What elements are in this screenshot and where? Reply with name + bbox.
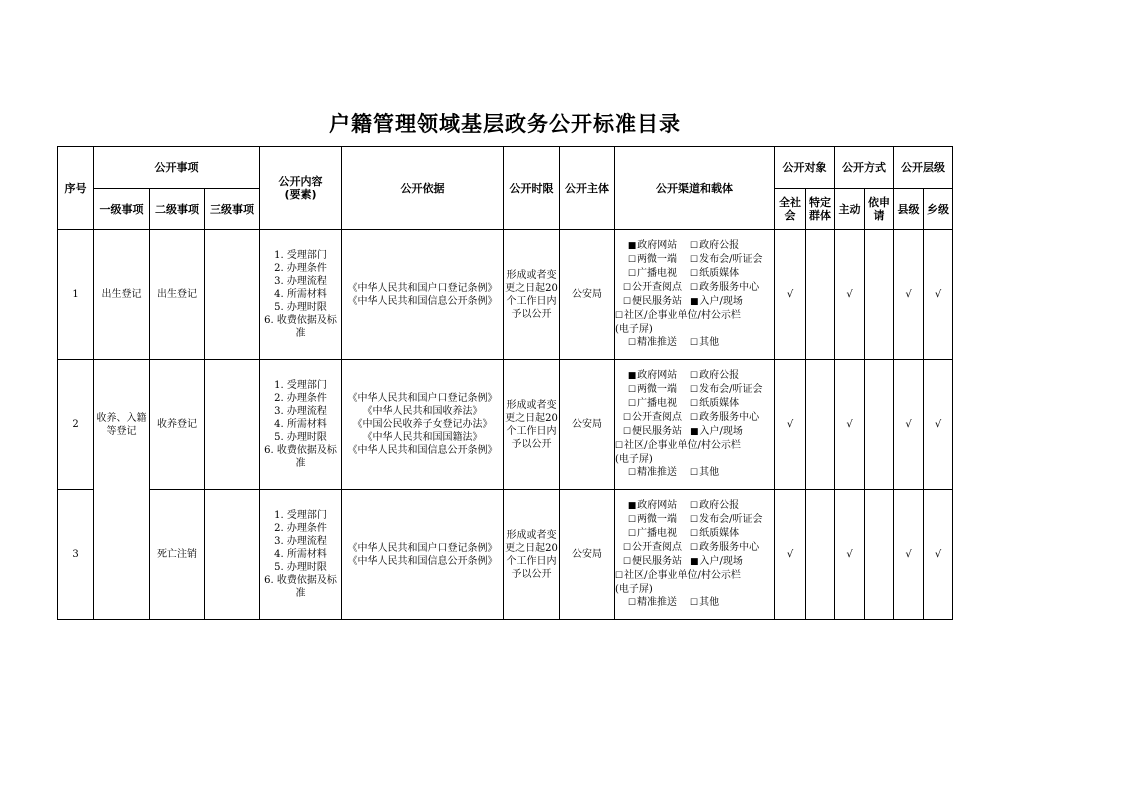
channel-radio-tv: 广播电视	[637, 528, 678, 539]
unchecked-box-icon: ☐	[690, 269, 699, 279]
row-channels	[615, 360, 775, 490]
unchecked-box-icon: ☐	[615, 311, 624, 321]
row-level3	[205, 360, 260, 490]
requirement-item: 5. 办理时限	[274, 562, 327, 573]
channel-gov-gazette: 政府公报	[699, 240, 740, 251]
header-level3: 三级事项	[205, 189, 260, 230]
row-level-county: √	[894, 490, 924, 620]
channel-service-station: 便民服务站	[632, 426, 683, 437]
header-method-request: 依申请	[865, 189, 894, 230]
row-target-specific	[806, 490, 835, 620]
channel-service-station: 便民服务站	[632, 556, 683, 567]
requirement-item: 1. 受理部门	[274, 510, 327, 521]
requirement-item: 2. 办理条件	[274, 393, 327, 404]
channel-press: 发布会/听证会	[699, 254, 763, 265]
requirement-item: 6. 收费依据及标准	[264, 445, 337, 469]
channel-other: 其他	[699, 597, 720, 608]
row-level-town: √	[924, 360, 953, 490]
row-level1: 出生登记	[94, 230, 150, 360]
header-time: 公开时限	[504, 147, 560, 230]
channel-gov-site: 政府网站	[637, 500, 678, 511]
header-target-all: 全社会	[775, 189, 806, 230]
requirement-item: 6. 收费依据及标准	[264, 575, 337, 599]
channel-radio-tv: 广播电视	[637, 268, 678, 279]
channel-paper: 纸质媒体	[699, 268, 740, 279]
row-subject: 公安局	[560, 230, 615, 360]
row-requirements	[260, 230, 342, 360]
row-level1: 收养、入籍等登记	[94, 360, 150, 490]
row-time: 形成或者变更之日起20个工作日内予以公开	[504, 490, 560, 620]
row-method-request	[865, 360, 894, 490]
requirement-item: 1. 受理部门	[274, 380, 327, 391]
requirement-item: 6. 收费依据及标准	[264, 315, 337, 339]
basis-item: 《中国公民收养子女登记办法》	[352, 419, 493, 430]
row-method-request	[865, 230, 894, 360]
unchecked-box-icon: ☐	[690, 413, 699, 423]
table-row	[58, 230, 953, 360]
checked-box-icon: ■	[690, 427, 699, 437]
channel-service-center: 政务服务中心	[699, 412, 760, 423]
row-level-county: √	[894, 230, 924, 360]
row-seq: 1	[58, 230, 94, 360]
requirement-item: 2. 办理条件	[274, 523, 327, 534]
unchecked-box-icon: ☐	[622, 557, 632, 567]
row-requirements	[260, 490, 342, 620]
unchecked-box-icon: ☐	[627, 255, 637, 265]
channel-gov-site: 政府网站	[637, 240, 678, 251]
channel-service-center: 政务服务中心	[699, 282, 760, 293]
unchecked-box-icon: ☐	[627, 385, 637, 395]
channel-precise-push: 精准推送	[637, 597, 678, 608]
channel-door-to-door: 入户/现场	[699, 556, 743, 567]
unchecked-box-icon: ☐	[690, 468, 699, 478]
unchecked-box-icon: ☐	[627, 515, 637, 525]
basis-item: 《中华人民共和国收养法》	[362, 406, 483, 417]
unchecked-box-icon: ☐	[690, 399, 699, 409]
row-requirements	[260, 360, 342, 490]
channel-service-station: 便民服务站	[632, 296, 683, 307]
basis-item: 《中华人民共和国信息公开条例》	[347, 295, 498, 307]
unchecked-box-icon: ☐	[615, 441, 624, 451]
row-target-specific	[806, 360, 835, 490]
requirement-item: 3. 办理流程	[274, 536, 327, 547]
unchecked-box-icon: ☐	[627, 468, 637, 478]
unchecked-box-icon: ☐	[690, 255, 699, 265]
row-level2: 出生登记	[150, 230, 205, 360]
channel-reading-point: 公开查阅点	[632, 412, 683, 423]
row-channels	[615, 230, 775, 360]
channel-reading-point: 公开查阅点	[632, 282, 683, 293]
channel-precise-push: 精准推送	[637, 467, 678, 478]
channel-press: 发布会/听证会	[699, 514, 763, 525]
unchecked-box-icon: ☐	[615, 571, 624, 581]
channel-community-sub: (电子屏)	[615, 584, 653, 595]
row-seq: 2	[58, 360, 94, 490]
checked-box-icon: ■	[690, 557, 699, 567]
channel-press: 发布会/听证会	[699, 384, 763, 395]
header-level: 公开层级	[894, 147, 953, 189]
unchecked-box-icon: ☐	[690, 241, 699, 251]
header-channel: 公开渠道和载体	[615, 147, 775, 230]
unchecked-box-icon: ☐	[627, 529, 637, 539]
channel-community: 社区/企事业单位/村公示栏	[624, 440, 741, 451]
header-level-county: 县级	[894, 189, 924, 230]
basis-item: 《中华人民共和国国籍法》	[362, 432, 483, 443]
channel-precise-push: 精准推送	[637, 337, 678, 348]
basis-item: 《中华人民共和国信息公开条例》	[347, 555, 498, 567]
row-level2: 死亡注销	[150, 490, 205, 620]
channel-door-to-door: 入户/现场	[699, 296, 743, 307]
channel-radio-tv: 广播电视	[637, 398, 678, 409]
channel-reading-point: 公开查阅点	[632, 542, 683, 553]
row-target-all: √	[775, 490, 806, 620]
row-time: 形成或者变更之日起20个工作日内予以公开	[504, 230, 560, 360]
unchecked-box-icon: ☐	[690, 385, 699, 395]
table-row	[58, 360, 953, 490]
channel-other: 其他	[699, 467, 720, 478]
channel-two-micro: 两微一端	[637, 384, 678, 395]
channel-paper: 纸质媒体	[699, 528, 740, 539]
basis-item: 《中华人民共和国户口登记条例》	[347, 393, 498, 404]
channel-two-micro: 两微一端	[637, 254, 678, 265]
requirement-item: 3. 办理流程	[274, 406, 327, 417]
header-level2: 二级事项	[150, 189, 205, 230]
row-seq: 3	[58, 490, 94, 620]
unchecked-box-icon: ☐	[690, 501, 699, 511]
checked-box-icon: ■	[627, 371, 637, 381]
header-matter: 公开事项	[94, 147, 260, 189]
unchecked-box-icon: ☐	[690, 515, 699, 525]
header-level-town: 乡级	[924, 189, 953, 230]
header-content-label: 公开内容	[278, 175, 323, 188]
channel-community-sub: (电子屏)	[615, 454, 653, 465]
channel-door-to-door: 入户/现场	[699, 426, 743, 437]
channel-other: 其他	[699, 337, 720, 348]
basis-item: 《中华人民共和国户口登记条例》	[347, 282, 498, 294]
row-level-town: √	[924, 490, 953, 620]
header-target-specific: 特定群体	[806, 189, 835, 230]
unchecked-box-icon: ☐	[622, 413, 632, 423]
header-target: 公开对象	[775, 147, 835, 189]
channel-gov-gazette: 政府公报	[699, 370, 740, 381]
unchecked-box-icon: ☐	[690, 338, 699, 348]
requirement-item: 4. 所需材料	[274, 289, 327, 300]
requirement-item: 2. 办理条件	[274, 263, 327, 274]
channel-community-sub: (电子屏)	[615, 324, 653, 335]
row-level2: 收养登记	[150, 360, 205, 490]
checked-box-icon: ■	[627, 501, 637, 511]
row-basis	[342, 360, 504, 490]
row-subject: 公安局	[560, 360, 615, 490]
channel-paper: 纸质媒体	[699, 398, 740, 409]
unchecked-box-icon: ☐	[622, 543, 632, 553]
unchecked-box-icon: ☐	[627, 598, 637, 608]
standard-catalog-table	[57, 146, 953, 620]
channel-service-center: 政务服务中心	[699, 542, 760, 553]
requirement-item: 5. 办理时限	[274, 432, 327, 443]
row-method-active: √	[835, 230, 865, 360]
checked-box-icon: ■	[627, 241, 637, 251]
channel-two-micro: 两微一端	[637, 514, 678, 525]
row-level-county: √	[894, 360, 924, 490]
header-level1: 一级事项	[94, 189, 150, 230]
row-channels	[615, 490, 775, 620]
unchecked-box-icon: ☐	[690, 598, 699, 608]
header-content	[260, 147, 342, 230]
row-basis	[342, 490, 504, 620]
row-basis	[342, 230, 504, 360]
requirement-item: 4. 所需材料	[274, 419, 327, 430]
requirement-item: 4. 所需材料	[274, 549, 327, 560]
header-seq: 序号	[58, 147, 94, 230]
header-basis: 公开依据	[342, 147, 504, 230]
row-level3	[205, 230, 260, 360]
row-level1	[94, 490, 150, 620]
unchecked-box-icon: ☐	[622, 427, 632, 437]
unchecked-box-icon: ☐	[690, 543, 699, 553]
unchecked-box-icon: ☐	[627, 399, 637, 409]
channel-community: 社区/企事业单位/村公示栏	[624, 570, 741, 581]
channel-gov-site: 政府网站	[637, 370, 678, 381]
basis-item: 《中华人民共和国信息公开条例》	[347, 445, 498, 456]
row-target-all: √	[775, 230, 806, 360]
row-subject: 公安局	[560, 490, 615, 620]
unchecked-box-icon: ☐	[622, 283, 632, 293]
channel-community: 社区/企事业单位/村公示栏	[624, 310, 741, 321]
row-method-request	[865, 490, 894, 620]
unchecked-box-icon: ☐	[627, 269, 637, 279]
row-target-all: √	[775, 360, 806, 490]
row-target-specific	[806, 230, 835, 360]
table-row	[58, 490, 953, 620]
channel-gov-gazette: 政府公报	[699, 500, 740, 511]
basis-item: 《中华人民共和国户口登记条例》	[347, 542, 498, 554]
row-time: 形成或者变更之日起20个工作日内予以公开	[504, 360, 560, 490]
unchecked-box-icon: ☐	[627, 338, 637, 348]
unchecked-box-icon: ☐	[622, 297, 632, 307]
header-content-sub: (要素)	[284, 188, 317, 201]
row-level3	[205, 490, 260, 620]
row-method-active: √	[835, 360, 865, 490]
requirement-item: 3. 办理流程	[274, 276, 327, 287]
page-title: 户籍管理领域基层政务公开标准目录	[329, 112, 681, 136]
checked-box-icon: ■	[690, 297, 699, 307]
row-level-town: √	[924, 230, 953, 360]
unchecked-box-icon: ☐	[690, 371, 699, 381]
header-subject: 公开主体	[560, 147, 615, 230]
header-method-active: 主动	[835, 189, 865, 230]
requirement-item: 1. 受理部门	[274, 250, 327, 261]
unchecked-box-icon: ☐	[690, 529, 699, 539]
requirement-item: 5. 办理时限	[274, 302, 327, 313]
unchecked-box-icon: ☐	[690, 283, 699, 293]
header-method: 公开方式	[835, 147, 894, 189]
row-method-active: √	[835, 490, 865, 620]
